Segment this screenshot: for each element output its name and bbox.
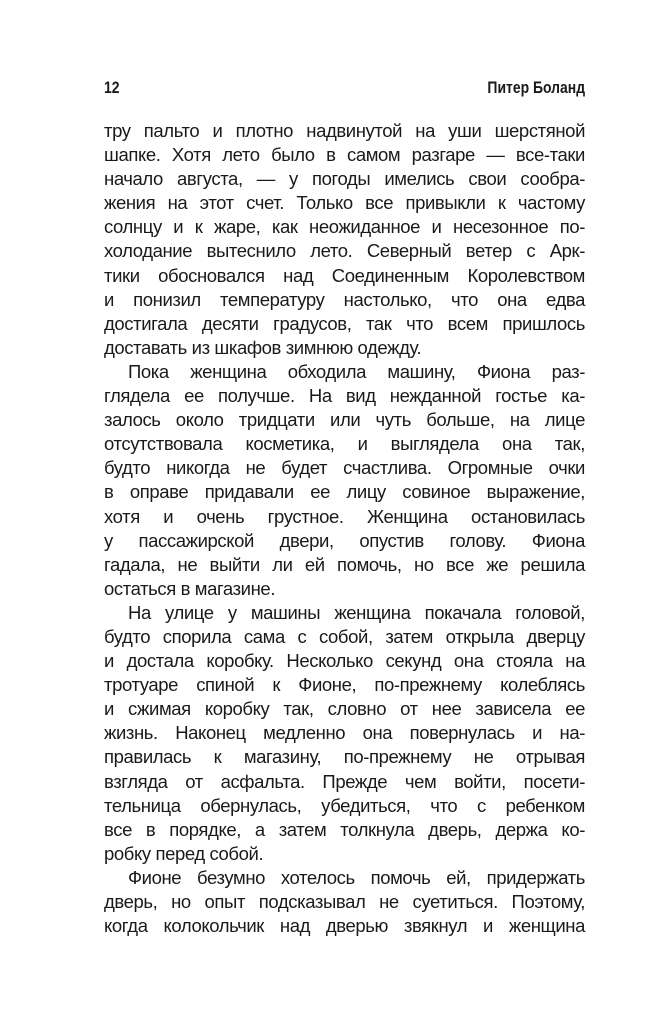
text-line: тики обосновался над Соединенным Королевством bbox=[104, 264, 585, 286]
text-line: в оправе придавали ее лицу совиное выражение, bbox=[104, 481, 585, 503]
text-line: хотя и очень грустное. Женщина остановилась bbox=[104, 505, 585, 527]
text-line: жизнь. Наконец медленно она повернулась и на- bbox=[104, 722, 585, 744]
text-line: все в порядке, а затем толкнула дверь, держа ко- bbox=[104, 818, 585, 840]
text-line: шапке. Хотя лето было в самом разгаре — все-таки bbox=[104, 144, 585, 166]
text-line: доставать из шкафов зимнюю одежду. bbox=[104, 336, 422, 358]
text-line: робку перед собой. bbox=[104, 842, 264, 864]
text-line: будто спорила сама с собой, затем открыла дверцу bbox=[104, 625, 585, 647]
text-line: Пока женщина обходила машину, Фиона раз- bbox=[128, 360, 585, 382]
text-line: и понизил температуру настолько, что она едва bbox=[104, 288, 585, 310]
text-line: и достала коробку. Несколько секунд она стояла на bbox=[104, 650, 585, 672]
text-line: залось около тридцати или чуть больше, на лице bbox=[104, 409, 585, 431]
text-line: и сжимая коробку так, словно от нее зависела ее bbox=[104, 698, 585, 720]
body-text bbox=[104, 119, 585, 938]
text-line: будто никогда не будет счастлива. Огромные очки bbox=[104, 457, 585, 479]
text-line: дверь, но опыт подсказывал не суетиться. Поэтому, bbox=[104, 891, 585, 912]
text-line: у пассажирской двери, опустив голову. Фиона bbox=[104, 529, 585, 551]
text-line: тру пальто и плотно надвинутой на уши шерстяной bbox=[104, 120, 585, 141]
text-line: холодание вытеснило лето. Северный ветер с Арк- bbox=[104, 240, 585, 262]
text-line: жения на этот счет. Только все привыкли к частому bbox=[104, 192, 585, 214]
text-line: остаться в магазине. bbox=[104, 577, 276, 599]
text-line: На улице у машины женщина покачала головой, bbox=[128, 601, 585, 623]
page-number: 12 bbox=[104, 78, 120, 97]
text-line: начало августа, — у погоды имелись свои сообра- bbox=[104, 168, 585, 190]
text-line: взгляда от асфальта. Прежде чем войти, посети- bbox=[104, 770, 585, 792]
running-head-author: Питер Боланд bbox=[487, 78, 585, 97]
page-header bbox=[104, 78, 585, 102]
text-line: тротуаре спиной к Фионе, по-прежнему колеблясь bbox=[104, 674, 585, 696]
text-line: достигала десяти градусов, так что всем пришлось bbox=[104, 312, 585, 334]
text-line: правилась к магазину, по-прежнему не отрывая bbox=[104, 746, 585, 768]
text-line: отсутствовала косметика, и выглядела она так, bbox=[104, 433, 585, 455]
text-line: солнцу и к жаре, как неожиданное и несезонное по- bbox=[104, 216, 585, 238]
text-line: гадала, не выйти ли ей помочь, но все же решила bbox=[104, 553, 585, 575]
text-line: когда колокольчик над дверью звякнул и женщина bbox=[104, 915, 585, 937]
text-line: глядела ее получше. На вид нежданной гостье ка- bbox=[104, 385, 585, 407]
text-line: Фионе безумно хотелось помочь ей, придержать bbox=[128, 866, 585, 888]
text-line: тельница обернулась, убедиться, что с ребенком bbox=[104, 794, 585, 816]
